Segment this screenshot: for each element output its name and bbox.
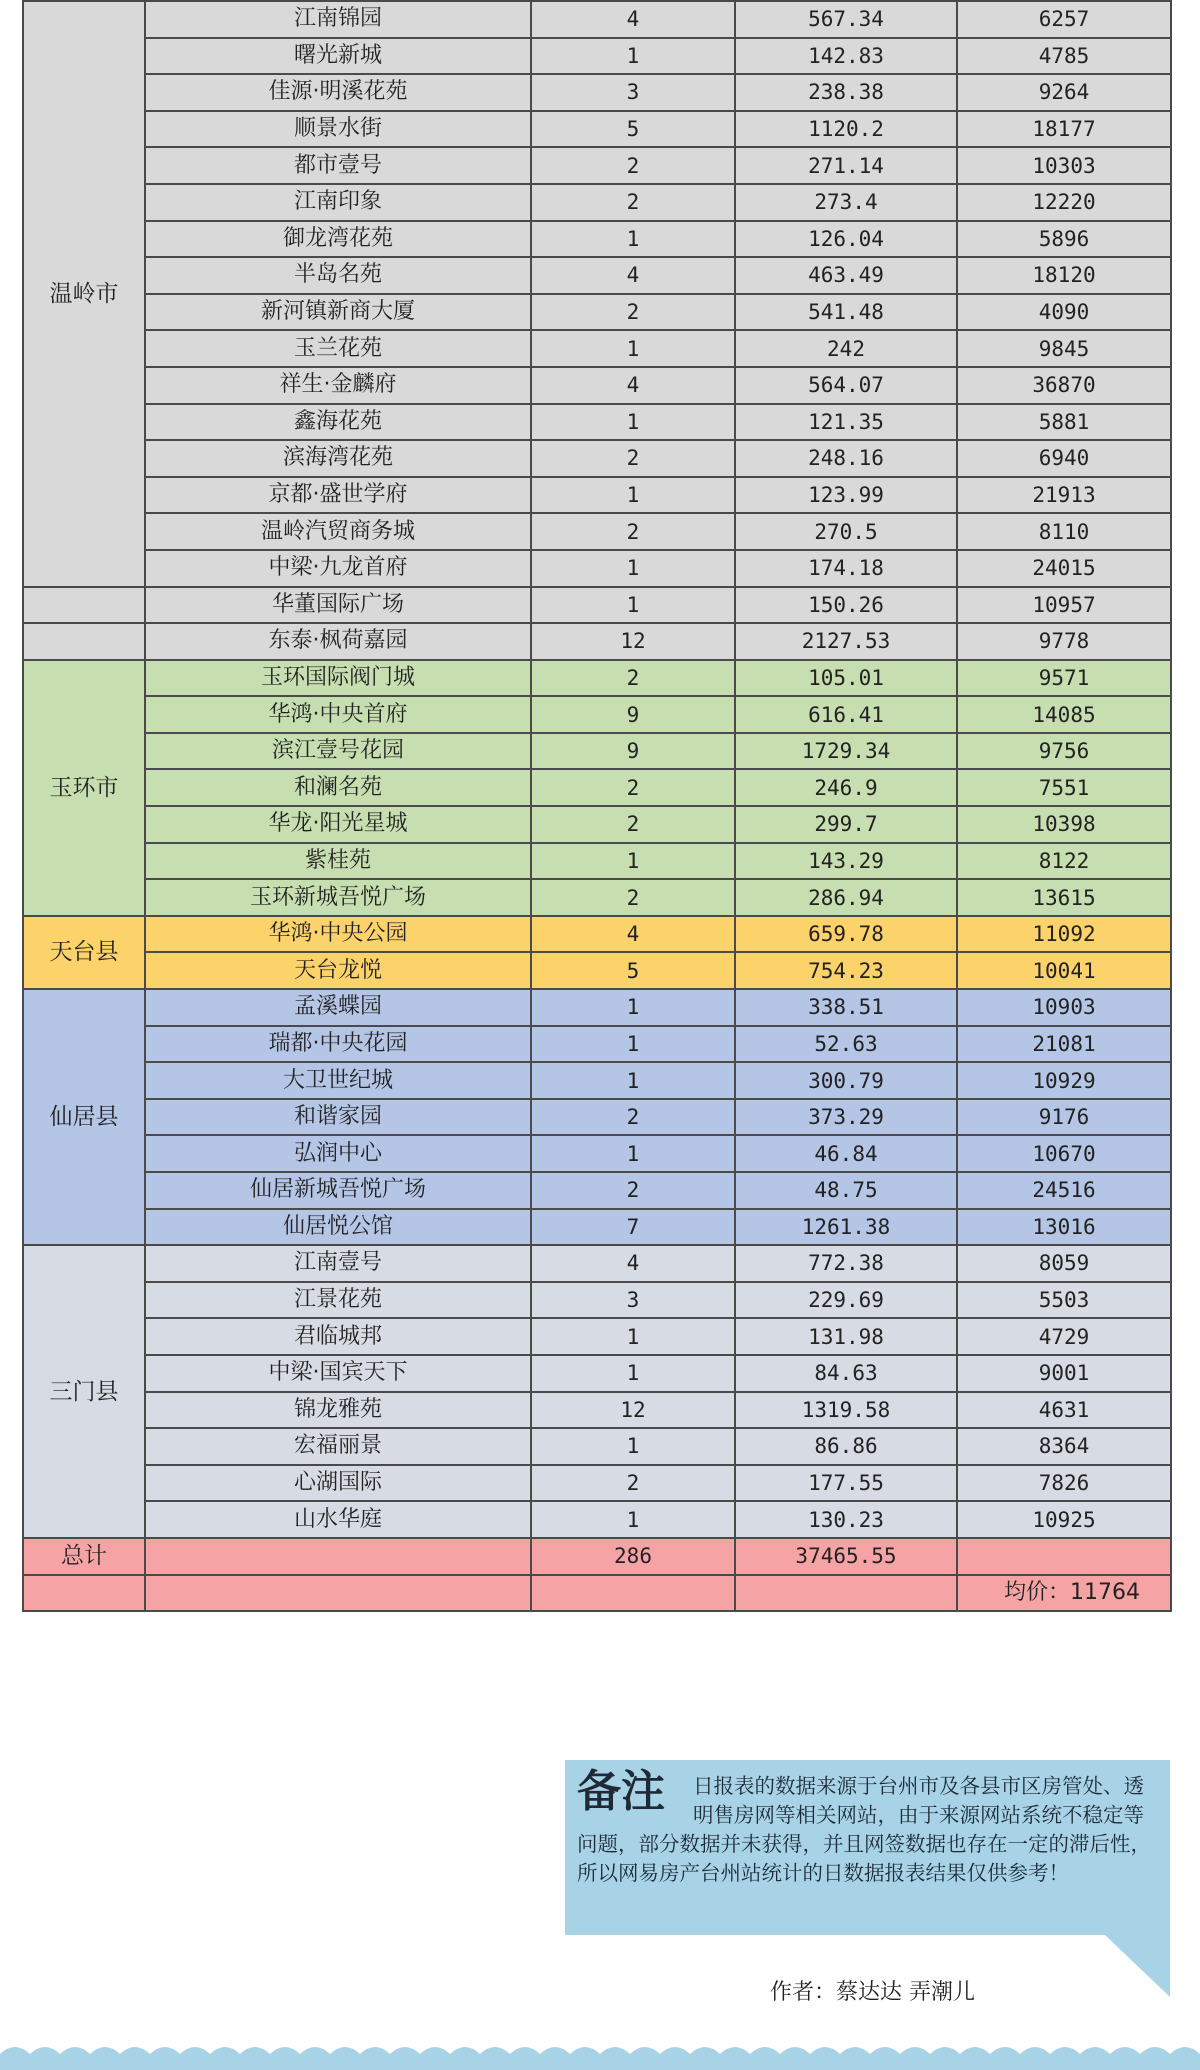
price-cell: 5503 [957,1282,1171,1319]
total-area-cell: 37465.55 [735,1538,957,1575]
units-cell: 3 [531,74,735,111]
area-cell: 121.35 [735,404,957,441]
table-row [23,733,1171,770]
units-cell: 4 [531,916,735,953]
project-name-cell: 京都·盛世学府 [145,477,531,514]
units-cell: 1 [531,1062,735,1099]
project-name-cell: 弘润中心 [145,1135,531,1172]
price-cell: 4785 [957,38,1171,75]
table-row [23,623,1171,660]
price-cell: 10670 [957,1135,1171,1172]
table-row [23,74,1171,111]
table-row [23,696,1171,733]
table-row [23,550,1171,587]
area-cell: 246.9 [735,769,957,806]
note-heading: 备注 [577,1766,665,1817]
note-text: 日报表的数据来源于台州市及各县市区房管处、透明售房网等相关网站，由于来源网站系统不稳定等问题，部分数据并未获得，并且网签数据也存在一定的滞后性，所以网易房产台州站统计的日数据报表结果仅供参考！ [577,1774,1151,1885]
price-cell: 9264 [957,74,1171,111]
price-cell: 13016 [957,1209,1171,1246]
table-row [23,513,1171,550]
project-name-cell: 东泰·枫荷嘉园 [145,623,531,660]
area-cell: 772.38 [735,1245,957,1282]
area-cell: 248.16 [735,440,957,477]
project-name-cell: 江南壹号 [145,1245,531,1282]
project-name-cell: 孟溪蝶园 [145,989,531,1026]
area-cell: 270.5 [735,513,957,550]
price-cell: 12220 [957,184,1171,221]
units-cell: 3 [531,1282,735,1319]
area-cell: 273.4 [735,184,957,221]
price-cell: 6940 [957,440,1171,477]
units-cell: 1 [531,989,735,1026]
region-cell-empty [23,587,145,624]
price-cell: 24015 [957,550,1171,587]
price-cell: 9001 [957,1355,1171,1392]
region-cell: 温岭市 [23,1,145,587]
region-cell: 玉环市 [23,660,145,916]
project-name-cell: 玉兰花苑 [145,330,531,367]
author-line: 作者：蔡达达 弄潮儿 [770,1980,975,2005]
price-cell: 10303 [957,147,1171,184]
units-cell: 1 [531,1026,735,1063]
project-name-cell: 紫桂苑 [145,843,531,880]
project-name-cell: 佳源·明溪花苑 [145,74,531,111]
units-cell: 1 [531,477,735,514]
project-name-cell: 和澜名苑 [145,769,531,806]
price-cell: 21913 [957,477,1171,514]
project-name-cell: 瑞都·中央花园 [145,1026,531,1063]
table-row [23,1,1171,38]
project-name-cell: 天台龙悦 [145,952,531,989]
area-cell: 2127.53 [735,623,957,660]
price-cell: 9778 [957,623,1171,660]
area-cell: 564.07 [735,367,957,404]
area-cell: 229.69 [735,1282,957,1319]
region-cell-empty [23,623,145,660]
price-cell: 8110 [957,513,1171,550]
wave-footer [0,2040,1200,2070]
units-cell: 2 [531,1172,735,1209]
table-row [23,1099,1171,1136]
area-cell: 86.86 [735,1428,957,1465]
area-cell: 300.79 [735,1062,957,1099]
table-row [23,916,1171,953]
project-name-cell: 君临城邦 [145,1318,531,1355]
price-cell: 10903 [957,989,1171,1026]
units-cell: 1 [531,587,735,624]
total-label-cell: 总计 [23,1538,145,1575]
average-empty-cell [531,1575,735,1612]
units-cell: 1 [531,843,735,880]
area-cell: 616.41 [735,696,957,733]
table-row [23,1209,1171,1246]
area-cell: 541.48 [735,294,957,331]
units-cell: 7 [531,1209,735,1246]
price-cell: 5881 [957,404,1171,441]
project-name-cell: 大卫世纪城 [145,1062,531,1099]
area-cell: 242 [735,330,957,367]
total-empty-cell [145,1538,531,1575]
price-cell: 10957 [957,587,1171,624]
project-name-cell: 华龙·阳光星城 [145,806,531,843]
table-row [23,330,1171,367]
area-cell: 1261.38 [735,1209,957,1246]
table-row [23,879,1171,916]
table-row [23,1392,1171,1429]
project-name-cell: 中梁·九龙首府 [145,550,531,587]
project-name-cell: 新河镇新商大厦 [145,294,531,331]
table-row [23,147,1171,184]
area-cell: 286.94 [735,879,957,916]
area-cell: 463.49 [735,257,957,294]
table-row [23,367,1171,404]
wave-shape [0,2047,1200,2070]
area-cell: 174.18 [735,550,957,587]
area-cell: 1319.58 [735,1392,957,1429]
project-name-cell: 华董国际广场 [145,587,531,624]
average-row [23,1575,1171,1612]
region-cell: 天台县 [23,916,145,989]
price-cell: 5896 [957,221,1171,258]
table-row [23,38,1171,75]
units-cell: 4 [531,257,735,294]
project-name-cell: 温岭汽贸商务城 [145,513,531,550]
units-cell: 4 [531,1,735,38]
units-cell: 1 [531,550,735,587]
project-name-cell: 江景花苑 [145,1282,531,1319]
table-row [23,660,1171,697]
area-cell: 52.63 [735,1026,957,1063]
units-cell: 2 [531,147,735,184]
area-cell: 567.34 [735,1,957,38]
table-row [23,1135,1171,1172]
project-name-cell: 滨海湾花苑 [145,440,531,477]
price-cell: 9176 [957,1099,1171,1136]
units-cell: 1 [531,1355,735,1392]
area-cell: 126.04 [735,221,957,258]
price-cell: 9571 [957,660,1171,697]
units-cell: 2 [531,806,735,843]
units-cell: 1 [531,1428,735,1465]
table-row [23,221,1171,258]
table-row [23,477,1171,514]
project-name-cell: 华鸿·中央首府 [145,696,531,733]
table-row [23,1318,1171,1355]
project-name-cell: 半岛名苑 [145,257,531,294]
price-cell: 18177 [957,111,1171,148]
table-row [23,1026,1171,1063]
area-cell: 131.98 [735,1318,957,1355]
price-cell: 10041 [957,952,1171,989]
table-row [23,1172,1171,1209]
project-name-cell: 御龙湾花苑 [145,221,531,258]
table-row [23,1245,1171,1282]
area-cell: 46.84 [735,1135,957,1172]
project-name-cell: 中梁·国宾天下 [145,1355,531,1392]
units-cell: 4 [531,1245,735,1282]
table-row [23,294,1171,331]
price-cell: 8059 [957,1245,1171,1282]
units-cell: 5 [531,111,735,148]
area-cell: 142.83 [735,38,957,75]
area-cell: 271.14 [735,147,957,184]
price-cell: 18120 [957,257,1171,294]
price-cell: 10398 [957,806,1171,843]
units-cell: 9 [531,696,735,733]
table-row [23,257,1171,294]
units-cell: 1 [531,1135,735,1172]
project-name-cell: 华鸿·中央公园 [145,916,531,953]
units-cell: 2 [531,184,735,221]
project-name-cell: 江南锦园 [145,1,531,38]
price-cell: 6257 [957,1,1171,38]
units-cell: 1 [531,404,735,441]
area-cell: 238.38 [735,74,957,111]
project-name-cell: 玉环新城吾悦广场 [145,879,531,916]
average-empty-cell [23,1575,145,1612]
region-cell: 三门县 [23,1245,145,1538]
table-row [23,404,1171,441]
price-cell: 11092 [957,916,1171,953]
price-cell: 24516 [957,1172,1171,1209]
price-cell: 4631 [957,1392,1171,1429]
units-cell: 12 [531,623,735,660]
project-name-cell: 鑫海花苑 [145,404,531,441]
units-cell: 1 [531,221,735,258]
area-cell: 373.29 [735,1099,957,1136]
area-cell: 143.29 [735,843,957,880]
project-name-cell: 顺景水街 [145,111,531,148]
units-cell: 1 [531,1318,735,1355]
price-cell: 21081 [957,1026,1171,1063]
average-empty-cell [735,1575,957,1612]
area-cell: 338.51 [735,989,957,1026]
project-name-cell: 仙居新城吾悦广场 [145,1172,531,1209]
units-cell: 12 [531,1392,735,1429]
price-cell: 7551 [957,769,1171,806]
project-name-cell: 滨江壹号花园 [145,733,531,770]
table-row [23,843,1171,880]
units-cell: 1 [531,330,735,367]
table-row [23,1355,1171,1392]
table-row [23,111,1171,148]
price-cell: 14085 [957,696,1171,733]
area-cell: 105.01 [735,660,957,697]
units-cell: 2 [531,440,735,477]
price-cell: 4729 [957,1318,1171,1355]
project-name-cell: 和谐家园 [145,1099,531,1136]
area-cell: 123.99 [735,477,957,514]
table-row [23,1282,1171,1319]
units-cell: 2 [531,769,735,806]
region-cell: 仙居县 [23,989,145,1245]
area-cell: 177.55 [735,1465,957,1502]
price-cell: 4090 [957,294,1171,331]
table-row [23,806,1171,843]
project-name-cell: 玉环国际阀门城 [145,660,531,697]
area-cell: 754.23 [735,952,957,989]
area-cell: 1120.2 [735,111,957,148]
project-name-cell: 宏福丽景 [145,1428,531,1465]
table-row [23,440,1171,477]
project-name-cell: 江南印象 [145,184,531,221]
units-cell: 2 [531,879,735,916]
project-name-cell: 都市壹号 [145,147,531,184]
area-cell: 299.7 [735,806,957,843]
note-tail [1105,1935,1170,1997]
total-empty-cell [957,1538,1171,1575]
units-cell: 2 [531,1099,735,1136]
table-row [23,184,1171,221]
table-row [23,769,1171,806]
price-cell: 9845 [957,330,1171,367]
area-cell: 150.26 [735,587,957,624]
table-row [23,989,1171,1026]
note-box [565,1760,1170,1935]
table-row [23,587,1171,624]
table-row [23,1465,1171,1502]
project-name-cell: 山水华庭 [145,1501,531,1538]
price-cell: 36870 [957,367,1171,404]
price-cell: 8364 [957,1428,1171,1465]
price-cell: 9756 [957,733,1171,770]
table-row [23,1428,1171,1465]
project-name-cell: 仙居悦公馆 [145,1209,531,1246]
average-empty-cell [145,1575,531,1612]
area-cell: 48.75 [735,1172,957,1209]
price-cell: 13615 [957,879,1171,916]
units-cell: 2 [531,294,735,331]
units-cell: 9 [531,733,735,770]
project-name-cell: 锦龙雅苑 [145,1392,531,1429]
units-cell: 4 [531,367,735,404]
total-row [23,1538,1171,1575]
table-row [23,1501,1171,1538]
sales-report-body [23,1,1171,1611]
price-cell: 8122 [957,843,1171,880]
project-name-cell: 曙光新城 [145,38,531,75]
units-cell: 2 [531,660,735,697]
units-cell: 2 [531,1465,735,1502]
average-price-cell: 均价：11764 [957,1575,1171,1612]
price-cell: 10925 [957,1501,1171,1538]
project-name-cell: 祥生·金麟府 [145,367,531,404]
area-cell: 84.63 [735,1355,957,1392]
area-cell: 659.78 [735,916,957,953]
project-name-cell: 心湖国际 [145,1465,531,1502]
sales-report-table [22,0,1172,1612]
area-cell: 1729.34 [735,733,957,770]
table-row [23,952,1171,989]
units-cell: 2 [531,513,735,550]
units-cell: 5 [531,952,735,989]
price-cell: 10929 [957,1062,1171,1099]
units-cell: 1 [531,38,735,75]
total-units-cell: 286 [531,1538,735,1575]
price-cell: 7826 [957,1465,1171,1502]
table-row [23,1062,1171,1099]
area-cell: 130.23 [735,1501,957,1538]
units-cell: 1 [531,1501,735,1538]
